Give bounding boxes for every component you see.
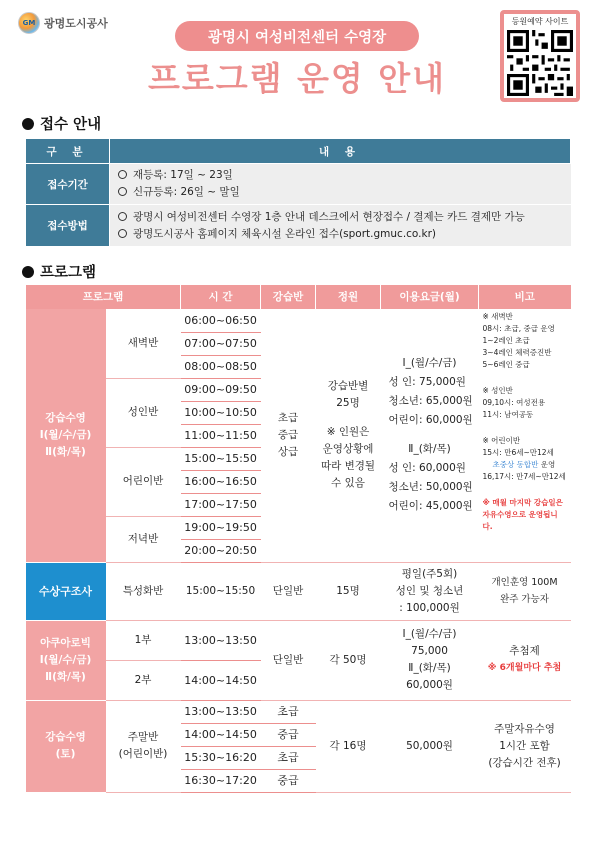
program-section-heading <box>22 261 96 282</box>
note-line: ※ 새벽반 <box>482 312 513 321</box>
lesson-levels <box>261 309 316 562</box>
time-slot: 14:00~14:50 <box>181 723 261 746</box>
registration-section-heading <box>22 113 101 134</box>
time-slot: 09:00~09:50 <box>181 378 261 401</box>
aquarobic-category-days-2: Ⅱ(화/목) <box>45 670 86 683</box>
note-line: (강습시간 전후) <box>488 756 561 769</box>
capacity-line: 수 있음 <box>331 477 365 490</box>
fee-line: 성 인: 75,000원 <box>388 376 466 389</box>
capacity-line: ※ 인원은 <box>326 426 370 439</box>
weekend-level: 초급 <box>261 700 316 723</box>
circle-bullet-icon <box>118 229 127 238</box>
time-slot: 19:00~19:50 <box>181 516 261 539</box>
note-line: ※ 성인반 <box>482 386 513 395</box>
capacity-line: 25명 <box>336 397 360 410</box>
note-warning: 자유수영으로 운영됩니다. <box>482 510 558 531</box>
lesson-notes <box>479 309 571 562</box>
note-blue-text: 초중상 동합반 <box>492 460 539 469</box>
aquarobic-group-2: 2부 <box>106 660 181 700</box>
level-label: 상급 <box>277 445 299 458</box>
note-line: 1시간 포함 <box>499 739 550 752</box>
fee-line: 75,000 <box>411 645 448 657</box>
weekend-level: 중급 <box>261 723 316 746</box>
reg-period-item: 재등록: 17일 ~ 23일 <box>133 169 233 181</box>
capacity-line: 강습반별 <box>327 380 369 393</box>
note-line: 개인훈영 100M <box>491 577 558 588</box>
fee-line: 60,000원 <box>406 679 453 691</box>
reg-method-item-online[interactable]: 광명도시공사 홈페이지 체육시설 온라인 접수(sport.gmuc.co.kr) <box>133 227 436 240</box>
weekend-category <box>26 700 106 792</box>
qr-code-box[interactable] <box>500 10 580 102</box>
bullet-dot-icon <box>22 266 34 278</box>
fee-line: 청소년: 65,000원 <box>388 395 473 408</box>
note-line: 09,10시: 여성전용 <box>482 398 546 407</box>
circle-bullet-icon <box>118 212 127 221</box>
reg-header-category: 구 분 <box>26 139 110 164</box>
reg-method-item: 광명시 여성비전센터 수영장 1층 안내 데스크에서 현장접수 / 결제는 카드 결제만 가능 <box>133 210 525 223</box>
note-line: 1~2레인 초급 <box>482 336 530 345</box>
weekend-fee: 50,000원 <box>381 700 479 792</box>
time-slot: 13:00~13:50 <box>181 700 261 723</box>
fee-line: Ⅱ_(화/목) <box>408 662 451 674</box>
time-slot: 20:00~20:50 <box>181 539 261 562</box>
reg-period-label: 접수기간 <box>26 164 110 205</box>
note-warning: ※ 6개월마다 추첨 <box>487 663 562 673</box>
note-text: 운영 <box>538 460 556 469</box>
reg-method-label: 접수방법 <box>26 205 110 247</box>
fee-line: 평일(주5회) <box>401 567 458 580</box>
note-line: 3~4레인 체력증진반 <box>482 348 552 357</box>
center-title-pill: 광명시 여성비전센터 수영장 <box>175 21 419 51</box>
prog-header-note: 비고 <box>479 285 571 309</box>
fee-line: 청소년: 50,000원 <box>388 481 473 494</box>
note-line: ※ 어린이반 <box>482 436 521 445</box>
lifeguard-fee <box>381 562 479 620</box>
lesson-category-name: 강습수영 <box>45 411 86 424</box>
group-adult: 성인반 <box>106 378 181 447</box>
lesson-category-days-2: Ⅱ(화/목) <box>45 445 86 458</box>
weekend-category-name: 강습수영 <box>45 731 86 743</box>
fee-line: : 100,000원 <box>399 601 460 614</box>
page-title: 프로그램 운영 안내 <box>147 59 446 98</box>
time-slot: 06:00~06:50 <box>181 309 261 332</box>
circle-bullet-icon <box>118 170 127 179</box>
lifeguard-level: 단일반 <box>261 562 316 620</box>
registration-table <box>25 138 571 247</box>
group-dawn: 새벽반 <box>106 309 181 378</box>
bullet-dot-icon <box>22 118 34 130</box>
qr-label: 등원예약 사이트 <box>511 17 569 26</box>
time-slot: 08:00~08:50 <box>181 355 261 378</box>
fee-line: 성 인: 60,000원 <box>388 462 466 475</box>
registration-section-title: 접수 안내 <box>40 117 102 133</box>
note-warning: ※ 매월 마지막 강습일은 <box>482 498 563 507</box>
weekend-group <box>106 700 181 792</box>
aquarobic-capacity: 각 50명 <box>316 620 381 700</box>
weekend-group-sub: (어린이반) <box>118 748 168 760</box>
lesson-category <box>26 309 106 562</box>
qr-code-icon <box>507 30 573 96</box>
aquarobic-time-1: 13:00~13:50 <box>181 620 261 660</box>
prog-header-time: 시 간 <box>181 285 261 309</box>
prog-header-program: 프로그램 <box>26 285 181 309</box>
aquarobic-fee <box>381 620 479 700</box>
lesson-capacity <box>316 378 381 492</box>
time-slot: 11:00~11:50 <box>181 424 261 447</box>
time-slot: 07:00~07:50 <box>181 332 261 355</box>
aquarobic-category-name: 아쿠아로빅 <box>40 636 91 649</box>
prog-header-fee: 이용요금(월) <box>381 285 479 309</box>
weekend-group-name: 주말반 <box>127 731 159 743</box>
weekend-category-day: (토) <box>55 748 76 760</box>
aquarobic-category <box>26 620 106 700</box>
reg-period-item: 신규등록: 26일 ~ 말일 <box>133 186 240 198</box>
lifeguard-category: 수상구조사 <box>26 562 106 620</box>
lifeguard-group: 특성화반 <box>106 562 181 620</box>
prog-header-level: 강습반 <box>261 285 316 309</box>
company-logo <box>18 12 108 34</box>
time-slot: 17:00~17:50 <box>181 493 261 516</box>
time-slot: 10:00~10:50 <box>181 401 261 424</box>
reg-header-content: 내 용 <box>110 139 571 164</box>
logo-text: 광명도시공사 <box>44 17 108 30</box>
logo-mark: GM <box>18 12 40 34</box>
aquarobic-level: 단일반 <box>261 620 316 700</box>
fee-line: Ⅰ_(월/수/금) <box>402 357 457 370</box>
fee-line: 어린이: 45,000원 <box>388 500 473 513</box>
prog-header-capacity: 정원 <box>316 285 381 309</box>
aquarobic-note <box>479 620 571 700</box>
lesson-capacity-fee <box>316 309 479 562</box>
time-slot: 15:30~16:20 <box>181 746 261 769</box>
program-section-title: 프로그램 <box>40 265 97 281</box>
reg-method-content <box>110 205 571 247</box>
capacity-line: 따라 변경될 <box>320 460 376 473</box>
group-evening: 저녁반 <box>106 516 181 562</box>
note-line: 완주 가능자 <box>500 594 549 605</box>
weekend-capacity: 각 16명 <box>316 700 381 792</box>
aquarobic-time-2: 14:00~14:50 <box>181 660 261 700</box>
note-line-mixed <box>483 459 567 471</box>
lifeguard-note <box>479 562 571 620</box>
weekend-level: 초급 <box>261 746 316 769</box>
weekend-level: 중급 <box>261 769 316 792</box>
note-line: 11시: 남여공동 <box>482 410 534 419</box>
lesson-category-days-1: Ⅰ(월/수/금) <box>39 428 92 441</box>
aquarobic-category-days-1: Ⅰ(월/수/금) <box>39 653 92 666</box>
note-line: 15시: 만6세~만12세 <box>482 448 554 457</box>
note-line: 5~6레인 중급 <box>482 360 530 369</box>
level-label: 중급 <box>277 428 299 441</box>
fee-line: 성인 및 청소년 <box>395 584 464 597</box>
note-line: 16,17시: 만7세~만12세 <box>482 472 566 481</box>
lifeguard-capacity: 15명 <box>316 562 381 620</box>
note-line: 주말자유수영 <box>494 722 555 735</box>
time-slot: 16:00~16:50 <box>181 470 261 493</box>
weekend-note <box>479 700 571 792</box>
program-table <box>25 285 571 793</box>
lesson-fees <box>381 354 479 516</box>
time-slot: 16:30~17:20 <box>181 769 261 792</box>
reg-period-content <box>110 164 571 205</box>
time-slot: 15:00~15:50 <box>181 447 261 470</box>
note-line: 08시: 초급, 중급 운영 <box>482 324 555 333</box>
circle-bullet-icon <box>118 187 127 196</box>
level-label: 초급 <box>277 411 299 424</box>
lifeguard-time: 15:00~15:50 <box>181 562 261 620</box>
fee-line: 어린이: 60,000원 <box>388 414 473 427</box>
capacity-line: 운영상황에 <box>322 443 374 456</box>
group-kids: 어린이반 <box>106 447 181 516</box>
note-line: 추첨제 <box>509 645 540 657</box>
fee-line: Ⅱ_(화/목) <box>408 443 451 456</box>
fee-line: Ⅰ_(월/수/금) <box>402 628 457 640</box>
aquarobic-group-1: 1부 <box>106 620 181 660</box>
